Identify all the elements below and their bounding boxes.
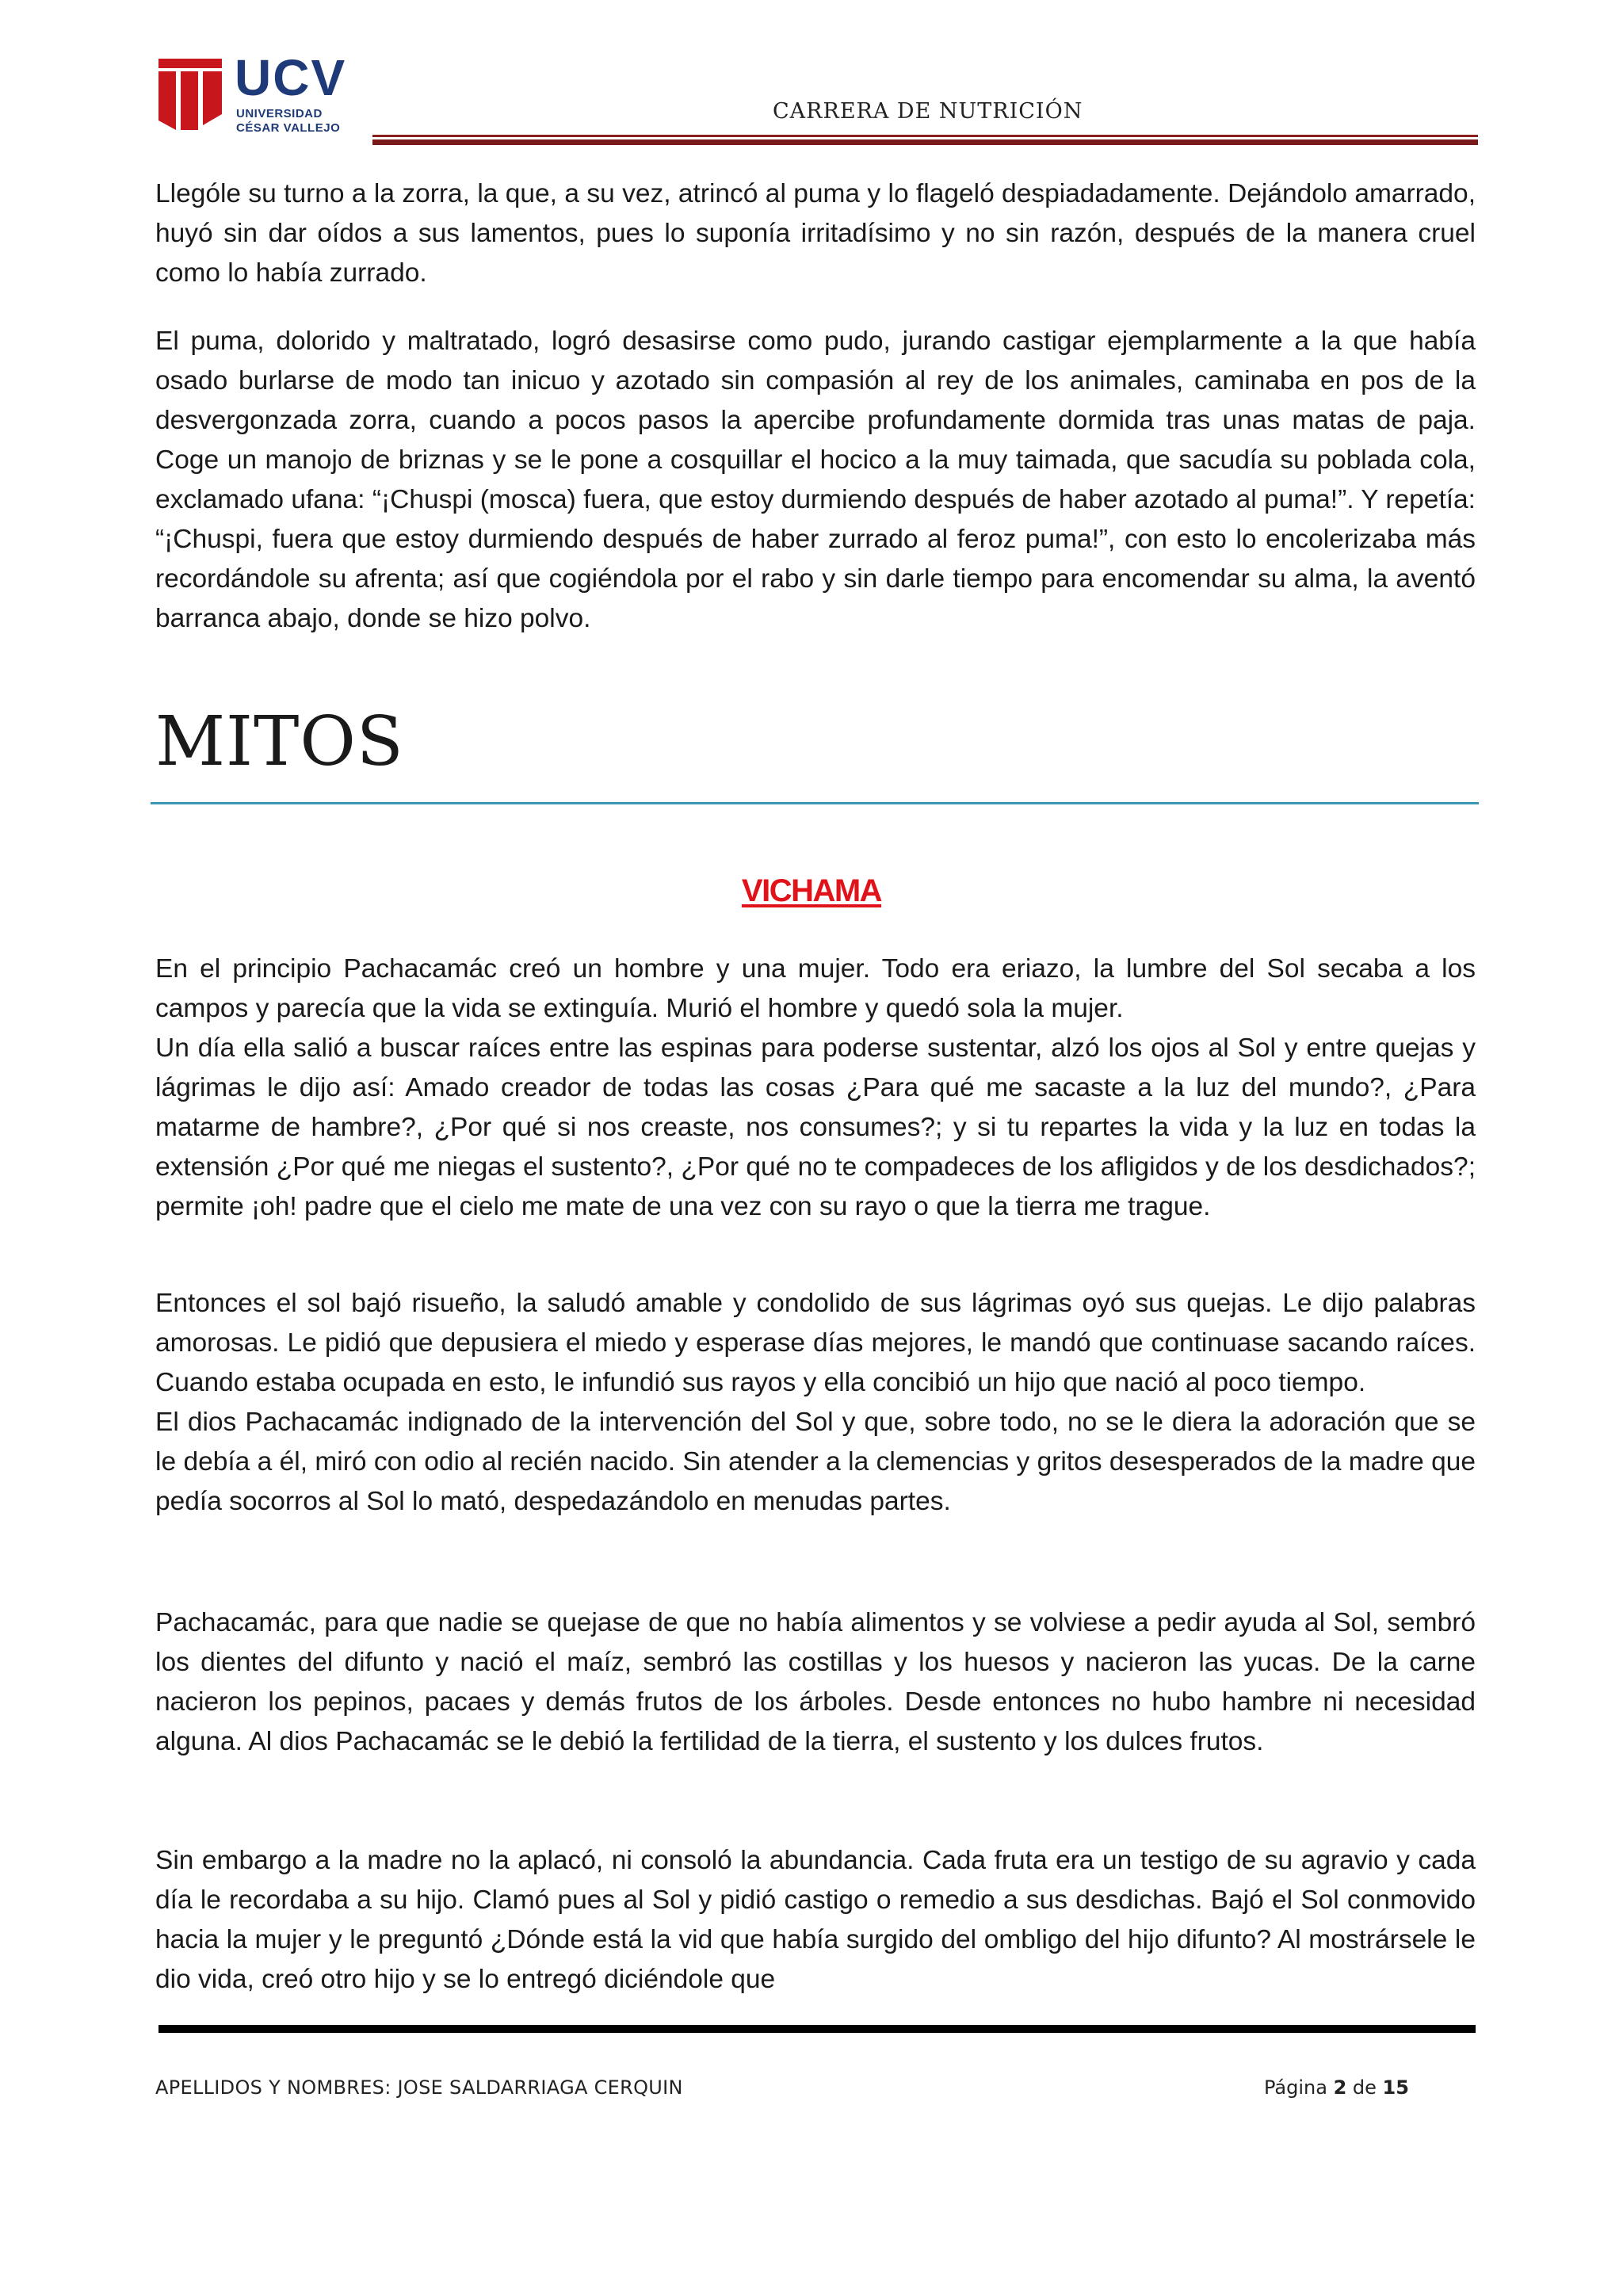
header-rule <box>372 135 1478 137</box>
paragraph-2: El puma, dolorido y maltratado, logró desasirse como pudo, jurando castigar ejemplarmente a la que había osado burlarse de modo tan inicuo y azotado sin compasión al rey de los animales, caminaba en pos de la desvergonzada zorra, cuando a pocos pasos la apercibe profundamente dormida tras unas matas de paja. Coge un manojo de briznas y se le pone a cosquillar el hocico a la muy taimada, que sacudía su poblada cola, exclamado ufana: “¡Chuspi (mosca) fuera, que estoy durmiendo después de haber azotado al puma!”. Y repetía: “¡Chuspi, fuera que estoy durmiendo después de haber zurrado al feroz puma!”, con esto lo encolerizaba más recordándole su afrenta; así que cogiéndola por el rabo y sin darle tiempo para encomendar su alma, la aventó barranca abajo, donde se hizo polvo. <box>155 327 1476 633</box>
logo-acronym: UCV <box>235 49 347 106</box>
story-paragraph-2-part-b: El dios Pachacamác indignado de la intervención del Sol y que, sobre todo, no se le diera la adoración que se le debía a él, miró con odio al recién nacido. Sin atender a la clemencias y gritos desesperados de la madre que pedía socorros al Sol lo mató, despedazándolo en menudas partes. <box>155 1408 1476 1516</box>
footer-page-word: Página <box>1264 2076 1327 2099</box>
story-paragraph-1 <box>155 949 1476 1227</box>
footer-author: APELLIDOS Y NOMBRES: JOSE SALDARRIAGA CERQUIN <box>155 2076 683 2099</box>
footer-rule <box>158 2025 1476 2033</box>
story-paragraph-2-part-a: Entonces el sol bajó risueño, la saludó amable y condolido de sus lágrimas oyó sus quejas. Le dijo palabras amorosas. Le pidió que depusiera el miedo y esperase días mejores, le mandó que continuase sacando raíces. Cuando estaba ocupada en esto, le infundió sus rayos y ella concibió un hijo que nació al poco tiempo. <box>155 1289 1476 1397</box>
logo-line-name: CÉSAR VALLEJO <box>236 121 341 135</box>
university-logo <box>158 49 347 136</box>
footer-of-word: de <box>1352 2076 1377 2099</box>
story-paragraph-3: Pachacamác, para que nadie se quejase de que no había alimentos y se volviese a pedir ayuda al Sol, sembró los dientes del difunto y nació el maíz, sembró las costillas y los huesos y nacieron las yucas. De la carne nacieron los pepinos, pacaes y demás frutos de los árboles. Desde entonces no hubo hambre ni necesidad alguna. Al dios Pachacamác se le debió la fertilidad de la tierra, el sustento y los dulces frutos. <box>155 1608 1476 1756</box>
section-rule <box>151 802 1479 804</box>
header-rule-thick <box>372 139 1478 145</box>
footer-page-number <box>1264 2076 1409 2099</box>
logo-line-university: UNIVERSIDAD <box>236 107 323 120</box>
story-paragraph-1-part-a: En el principio Pachacamác creó un hombre y una mujer. Todo era eriazo, la lumbre del Sol secaba a los campos y parecía que la vida se extinguía. Murió el hombre y quedó sola la mujer. <box>155 954 1476 1023</box>
story-paragraph-1-part-b: Un día ella salió a buscar raíces entre las espinas para poderse sustentar, alzó los ojos al Sol y entre quejas y lágrimas le dijo así: Amado creador de todas las cosas ¿Para qué me sacaste a la luz del mundo?, ¿Para matarme de hambre?, ¿Por qué si nos creaste, nos consumes?; y si tu repartes la vida y la luz en todas la extensión ¿Por qué me niegas el sustento?, ¿Por qué no te compadeces de los afligidos y de los desdichados?; permite ¡oh! padre que el cielo me mate de una vez con su rayo o que la tierra me trague. <box>155 1033 1476 1221</box>
story-paragraph-2 <box>155 1284 1476 1522</box>
paragraph-1: Llególe su turno a la zorra, la que, a su vez, atrincó al puma y lo flageló despiadadamente. Dejándolo amarrado, huyó sin dar oídos a sus lamentos, pues lo suponía irritadísimo y no sin razón, después de la manera cruel como lo había zurrado. <box>155 179 1476 288</box>
story-title: VICHAMA <box>741 873 882 908</box>
footer-page-total: 15 <box>1382 2076 1409 2099</box>
story-paragraph-4: Sin embargo a la madre no la aplacó, ni consoló la abundancia. Cada fruta era un testigo de su agravio y cada día le recordaba a su hijo. Clamó pues al Sol y pidió castigo o remedio a sus desdichas. Bajó el Sol conmovido hacia la mujer y le preguntó ¿Dónde está la vid que había surgido del ombligo del hijo difunto? Al mostrársele le dio vida, creó otro hijo y se lo entregó diciéndole que <box>155 1846 1476 1994</box>
ucv-emblem-icon <box>158 59 222 130</box>
header-title: CARRERA DE NUTRICIÓN <box>773 99 1083 124</box>
footer-page-current: 2 <box>1333 2076 1347 2099</box>
section-title: MITOS <box>155 702 404 781</box>
